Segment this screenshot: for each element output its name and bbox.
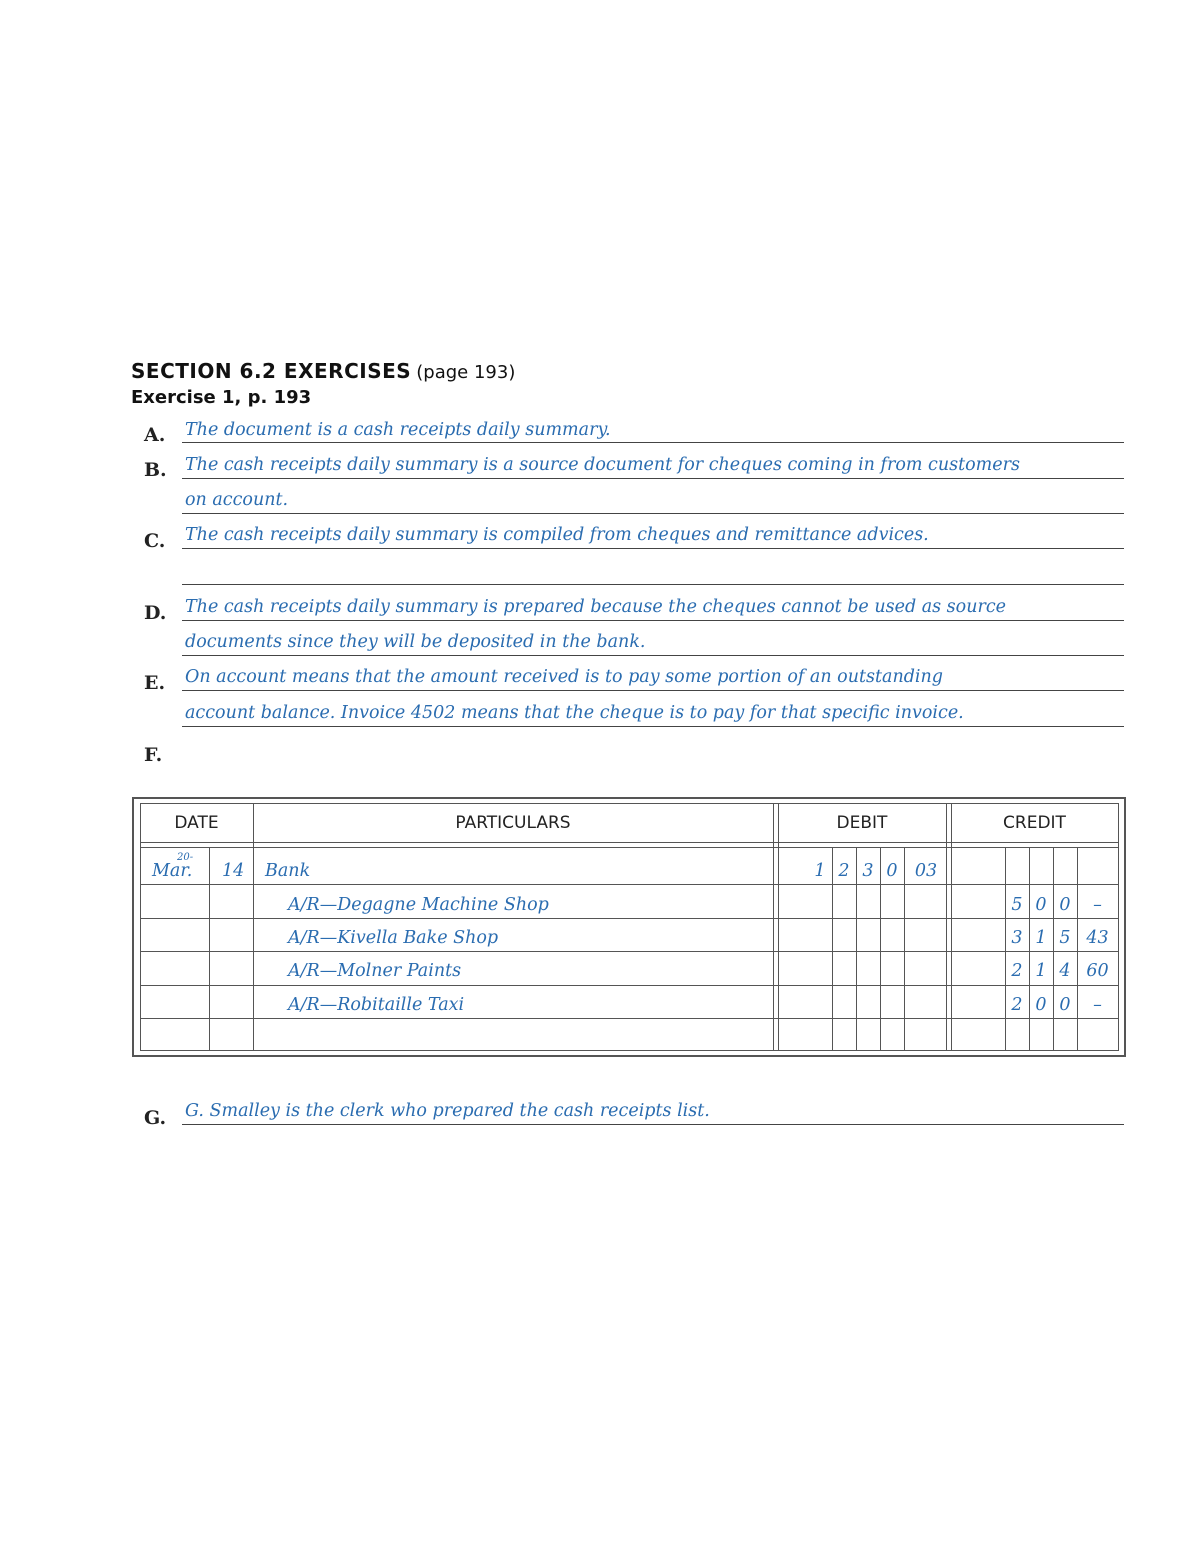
- row-1-credit-digit-3: 0: [1059, 895, 1071, 915]
- row-rule-4: [140, 985, 1119, 986]
- particulars-debit-divider-1: [773, 803, 774, 1051]
- row-0-debit-digit-3: 0: [886, 861, 898, 881]
- row-2-particulars: A/R—Kivella Bake Shop: [288, 928, 499, 948]
- row-0-debit-cents: 03: [914, 861, 938, 881]
- answer-e-rule-2: [182, 726, 1124, 727]
- answer-letter-e: E.: [144, 672, 166, 694]
- row-2-credit-digit-1: 3: [1011, 928, 1023, 948]
- row-0-month: Mar.: [152, 861, 193, 881]
- section-title: SECTION 6.2 EXERCISES: [131, 359, 412, 383]
- answer-d-rule-2: [182, 655, 1124, 656]
- row-3-particulars: A/R—Molner Paints: [288, 961, 462, 981]
- row-rule-3: [140, 951, 1119, 952]
- section-heading: [131, 359, 516, 408]
- credit-col-1: [1005, 847, 1006, 1051]
- header-date: DATE: [174, 813, 219, 833]
- header-rule-2: [140, 847, 1119, 848]
- answer-b-line-1: The cash receipts daily summary is a source document for cheques coming in from customers: [185, 455, 1020, 475]
- table-inner-top-border: [140, 803, 1119, 804]
- credit-col-2: [1029, 847, 1030, 1051]
- row-2-credit-cents: 43: [1086, 928, 1109, 948]
- answer-g-rule-1: [182, 1124, 1124, 1125]
- row-rule-1: [140, 884, 1119, 885]
- row-3-credit-digit-2: 1: [1035, 961, 1047, 981]
- answer-d-rule-1: [182, 620, 1124, 621]
- row-4-credit-cents: –: [1093, 995, 1102, 1015]
- answer-b-rule-2: [182, 513, 1124, 514]
- debit-credit-divider-2: [951, 803, 952, 1051]
- row-1-credit-cents: –: [1093, 895, 1102, 915]
- table-inner-left-border: [140, 803, 141, 1051]
- row-4-credit-digit-2: 0: [1035, 995, 1047, 1015]
- answer-letter-f: F.: [144, 744, 163, 766]
- answer-b-rule-1: [182, 478, 1124, 479]
- row-0-debit-digit-0: 1: [814, 861, 826, 881]
- row-1-particulars: A/R—Degagne Machine Shop: [288, 895, 549, 915]
- page-reference: (page 193): [416, 362, 516, 383]
- answer-letter-a: A.: [144, 424, 166, 446]
- row-3-credit-digit-3: 4: [1059, 961, 1071, 981]
- particulars-debit-divider-2: [778, 803, 779, 1051]
- answer-a-rule-1: [182, 442, 1124, 443]
- debit-credit-divider-1: [946, 803, 947, 1051]
- answer-b-line-2: on account.: [185, 490, 289, 510]
- row-rule-2: [140, 918, 1119, 919]
- month-day-divider: [209, 847, 210, 1051]
- row-1-credit-digit-2: 0: [1035, 895, 1047, 915]
- answer-letter-d: D.: [144, 602, 167, 624]
- row-0-day: 14: [222, 861, 245, 881]
- answer-e-rule-1: [182, 690, 1124, 691]
- row-3-credit-cents: 60: [1086, 961, 1109, 981]
- header-rule-1: [140, 842, 1119, 843]
- answer-e-line-1: On account means that the amount received is to pay some portion of an outstanding: [185, 667, 943, 687]
- row-2-credit-digit-3: 5: [1059, 928, 1071, 948]
- answer-letter-g: G.: [144, 1107, 167, 1129]
- header-debit: DEBIT: [836, 813, 888, 833]
- answer-d-line-2: documents since they will be deposited in the bank.: [185, 632, 646, 652]
- date-particulars-divider: [253, 803, 254, 1051]
- credit-col-3: [1053, 847, 1054, 1051]
- answer-e-line-2: account balance. Invoice 4502 means that the cheque is to pay for that specific invoice.: [185, 703, 964, 723]
- row-0-debit-digit-1: 2: [838, 861, 850, 881]
- answer-d-line-1: The cash receipts daily summary is prepared because the cheques cannot be used as source: [185, 597, 1006, 617]
- row-4-particulars: A/R—Robitaille Taxi: [288, 995, 465, 1015]
- row-1-credit-digit-1: 5: [1011, 895, 1023, 915]
- row-rule-5: [140, 1018, 1119, 1019]
- ledger-year: 20-: [177, 852, 194, 863]
- exercise-title: Exercise 1, p. 193: [131, 387, 312, 408]
- header-credit: CREDIT: [1003, 813, 1066, 833]
- answer-c-rule-2: [182, 584, 1124, 585]
- answer-g-line-1: G. Smalley is the clerk who prepared the cash receipts list.: [185, 1101, 710, 1121]
- row-0-debit-digit-2: 3: [862, 861, 874, 881]
- row-0-particulars: Bank: [265, 861, 311, 881]
- answer-a-line-1: The document is a cash receipts daily summary.: [185, 420, 611, 440]
- row-4-credit-digit-1: 2: [1011, 995, 1023, 1015]
- row-3-credit-digit-1: 2: [1011, 961, 1023, 981]
- credit-col-4: [1077, 847, 1078, 1051]
- row-2-credit-digit-2: 1: [1035, 928, 1047, 948]
- header-particulars: PARTICULARS: [455, 813, 571, 833]
- answer-c-rule-1: [182, 548, 1124, 549]
- row-4-credit-digit-3: 0: [1059, 995, 1071, 1015]
- table-inner-right-border: [1118, 803, 1119, 1051]
- answer-letter-b: B.: [144, 459, 167, 481]
- answer-letter-c: C.: [144, 530, 166, 552]
- answer-c-line-1: The cash receipts daily summary is compiled from cheques and remittance advices.: [185, 525, 929, 545]
- table-inner-bottom-border: [140, 1050, 1119, 1051]
